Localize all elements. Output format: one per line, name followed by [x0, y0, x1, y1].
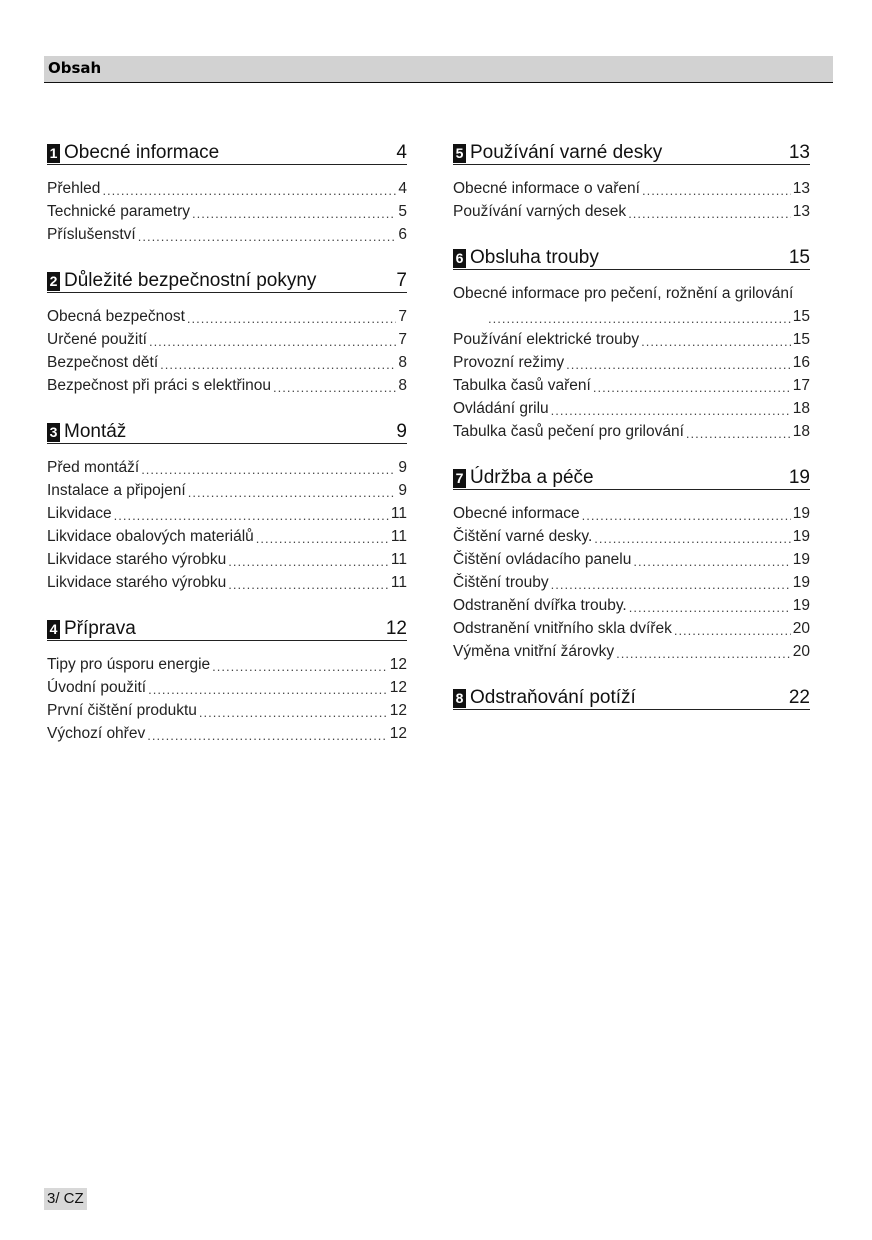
- dot-leader: [488, 310, 791, 328]
- section-heading[interactable]: [47, 419, 407, 444]
- toc-entry[interactable]: [453, 640, 810, 663]
- entry-title: Likvidace starého výrobku: [47, 551, 227, 568]
- entry-title: Odstranění dvířka trouby.: [453, 597, 627, 614]
- dot-leader: [148, 681, 388, 699]
- entry-title: Čištění ovládacího panelu: [453, 551, 632, 568]
- toc-entry[interactable]: [453, 397, 810, 420]
- entry-title: Obecné informace pro pečení, rožnění a grilování: [453, 285, 794, 302]
- section-page: 9: [396, 421, 407, 442]
- entry-title: Likvidace obalových materiálů: [47, 528, 254, 545]
- section-title: Obecné informace: [64, 142, 220, 163]
- toc-entry[interactable]: [453, 617, 810, 640]
- dot-leader: [256, 530, 389, 548]
- section-number-badge: 1: [47, 144, 60, 163]
- toc-section-3: [47, 419, 407, 594]
- entry-title: Likvidace: [47, 505, 112, 522]
- entry-page: 19: [792, 505, 810, 522]
- entry-title: Čištění trouby: [453, 574, 549, 591]
- section-number-badge: 5: [453, 144, 466, 163]
- entry-title: Čištění varné desky.: [453, 528, 593, 545]
- section-heading[interactable]: [453, 140, 810, 165]
- entry-page: 9: [398, 459, 407, 476]
- entry-continuation: [453, 305, 810, 328]
- dot-leader: [633, 553, 790, 571]
- entry-page: 8: [398, 377, 407, 394]
- section-number-badge: 6: [453, 249, 466, 268]
- entry-title: Před montáží: [47, 459, 140, 476]
- toc-entry[interactable]: [453, 525, 810, 548]
- toc-entry[interactable]: [47, 571, 407, 594]
- toc-entry[interactable]: [453, 200, 810, 223]
- section-heading[interactable]: [453, 685, 810, 710]
- toc-entry[interactable]: [453, 328, 810, 351]
- section-title: Důležité bezpečnostní pokyny: [64, 270, 317, 291]
- entry-page: 5: [398, 203, 407, 220]
- dot-leader: [228, 553, 389, 571]
- section-title: Příprava: [64, 618, 136, 639]
- section-page: 19: [788, 467, 810, 488]
- dot-leader: [686, 425, 791, 443]
- entry-title: Používání varných desek: [453, 203, 627, 220]
- toc-entry[interactable]: [47, 699, 407, 722]
- section-title: Používání varné desky: [470, 142, 663, 163]
- dot-leader: [641, 333, 791, 351]
- entry-title: Příslušenství: [47, 226, 136, 243]
- dot-leader: [551, 576, 791, 594]
- toc-entry[interactable]: [47, 305, 407, 328]
- entry-page: 12: [389, 679, 407, 696]
- toc-entry[interactable]: [47, 177, 407, 200]
- dot-leader: [582, 507, 791, 525]
- entry-page: 9: [398, 482, 407, 499]
- entry-page: 11: [390, 551, 407, 568]
- dot-leader: [102, 182, 396, 200]
- entry-page: 15: [792, 331, 810, 348]
- toc-entry[interactable]: [47, 653, 407, 676]
- toc-entry[interactable]: [453, 420, 810, 443]
- entry-page: 20: [792, 620, 810, 637]
- entry-page: 12: [389, 725, 407, 742]
- section-page: 13: [788, 142, 810, 163]
- toc-entry[interactable]: [453, 571, 810, 594]
- entry-page: 8: [398, 354, 407, 371]
- dot-leader: [188, 484, 397, 502]
- toc-entry[interactable]: [47, 200, 407, 223]
- dot-leader: [192, 205, 396, 223]
- toc-entry[interactable]: [47, 351, 407, 374]
- dot-leader: [674, 622, 791, 640]
- entry-title: Ovládání grilu: [453, 400, 549, 417]
- toc-entry[interactable]: [453, 548, 810, 571]
- toc-section-5: [453, 140, 810, 223]
- entry-title: Obecné informace: [453, 505, 580, 522]
- toc-entry[interactable]: [453, 502, 810, 525]
- page-title: Obsah: [48, 59, 102, 77]
- dot-leader: [566, 356, 791, 374]
- section-title: Odstraňování potíží: [470, 687, 636, 708]
- toc-entry[interactable]: [453, 351, 810, 374]
- section-heading[interactable]: [47, 140, 407, 165]
- entry-title: Bezpečnost při práci s elektřinou: [47, 377, 272, 394]
- toc-entry[interactable]: [47, 223, 407, 246]
- page-number-footer: 3/ CZ: [44, 1188, 87, 1210]
- entry-page: 11: [390, 505, 407, 522]
- dot-leader: [138, 228, 397, 246]
- section-heading[interactable]: [453, 245, 810, 270]
- dot-leader: [628, 205, 791, 223]
- entry-title: Technické parametry: [47, 203, 191, 220]
- entry-title: Bezpečnost dětí: [47, 354, 159, 371]
- section-heading[interactable]: [47, 616, 407, 641]
- entry-title: Přehled: [47, 180, 101, 197]
- dot-leader: [629, 599, 791, 617]
- entry-title: Tipy pro úsporu energie: [47, 656, 211, 673]
- section-number-badge: 3: [47, 423, 60, 442]
- entry-title: Tabulka časů vaření: [453, 377, 591, 394]
- entry-title: Instalace a připojení: [47, 482, 186, 499]
- entry-title: Obecná bezpečnost: [47, 308, 185, 325]
- toc-section-8: [453, 685, 810, 710]
- toc-entry-multiline[interactable]: [453, 282, 810, 328]
- dot-leader: [187, 310, 397, 328]
- toc-section-6: [453, 245, 810, 443]
- section-page: 7: [396, 270, 407, 291]
- section-number-badge: 7: [453, 469, 466, 488]
- entry-page: 4: [398, 180, 407, 197]
- entry-page: 16: [792, 354, 810, 371]
- section-number-badge: 8: [453, 689, 466, 708]
- section-title: Údržba a péče: [470, 467, 594, 488]
- entry-page: 13: [792, 203, 810, 220]
- dot-leader: [160, 356, 396, 374]
- entry-page: 18: [792, 400, 810, 417]
- dot-leader: [114, 507, 389, 525]
- entry-page: 11: [390, 574, 407, 591]
- entry-page: 12: [389, 656, 407, 673]
- toc-entry[interactable]: [47, 328, 407, 351]
- entry-page: 18: [792, 423, 810, 440]
- dot-leader: [147, 727, 388, 745]
- entry-page: 17: [792, 377, 810, 394]
- entry-page: 19: [792, 528, 810, 545]
- dot-leader: [228, 576, 389, 594]
- section-page: 12: [385, 618, 407, 639]
- toc-column-right: [453, 140, 810, 732]
- entry-title: Úvodní použití: [47, 679, 147, 696]
- toc-entry[interactable]: [453, 177, 810, 200]
- dot-leader: [616, 645, 791, 663]
- toc-section-4: [47, 616, 407, 745]
- entry-page: 19: [792, 597, 810, 614]
- entry-title: Odstranění vnitřního skla dvířek: [453, 620, 672, 637]
- section-heading[interactable]: [453, 465, 810, 490]
- section-page: 22: [788, 687, 810, 708]
- section-page: 15: [788, 247, 810, 268]
- toc-entry[interactable]: [47, 722, 407, 745]
- entry-title: Určené použití: [47, 331, 147, 348]
- dot-leader: [212, 658, 388, 676]
- section-page: 4: [396, 142, 407, 163]
- entry-page: 19: [792, 551, 810, 568]
- section-title: Obsluha trouby: [470, 247, 599, 268]
- entry-page: 13: [792, 180, 810, 197]
- toc-entry[interactable]: [47, 548, 407, 571]
- entry-page: 20: [792, 643, 810, 660]
- dot-leader: [141, 461, 396, 479]
- header-bar: [44, 56, 833, 83]
- toc-entry[interactable]: [453, 374, 810, 397]
- entry-title: Provozní režimy: [453, 354, 565, 371]
- toc-entry[interactable]: [47, 456, 407, 479]
- entry-page: 12: [389, 702, 407, 719]
- toc-section-7: [453, 465, 810, 663]
- entry-title: Obecné informace o vaření: [453, 180, 640, 197]
- toc-entry[interactable]: [47, 525, 407, 548]
- entry-page: 6: [398, 226, 407, 243]
- dot-leader: [273, 379, 396, 397]
- entry-title: Tabulka časů pečení pro grilování: [453, 423, 684, 440]
- entry-title: Používání elektrické trouby: [453, 331, 640, 348]
- entry-page: 7: [398, 331, 407, 348]
- section-number-badge: 4: [47, 620, 60, 639]
- entry-title: Výchozí ohřev: [47, 725, 146, 742]
- dot-leader: [593, 379, 791, 397]
- section-title: Montáž: [64, 421, 127, 442]
- dot-leader: [594, 530, 790, 548]
- dot-leader: [642, 182, 791, 200]
- section-heading[interactable]: [47, 268, 407, 293]
- toc-column-left: [47, 140, 407, 767]
- toc-section-2: [47, 268, 407, 397]
- dot-leader: [199, 704, 388, 722]
- entry-page: 15: [792, 308, 810, 325]
- dot-leader: [149, 333, 396, 351]
- toc-entry[interactable]: [47, 374, 407, 397]
- section-number-badge: 2: [47, 272, 60, 291]
- toc-entry[interactable]: [47, 502, 407, 525]
- entry-page: 19: [792, 574, 810, 591]
- toc-entry[interactable]: [453, 594, 810, 617]
- entry-page: 7: [398, 308, 407, 325]
- toc-entry[interactable]: [47, 676, 407, 699]
- dot-leader: [551, 402, 791, 420]
- entry-title: První čištění produktu: [47, 702, 197, 719]
- toc-section-1: [47, 140, 407, 246]
- toc-entry[interactable]: [47, 479, 407, 502]
- entry-title: Výměna vnitřní žárovky: [453, 643, 615, 660]
- entry-title: Likvidace starého výrobku: [47, 574, 227, 591]
- entry-page: 11: [390, 528, 407, 545]
